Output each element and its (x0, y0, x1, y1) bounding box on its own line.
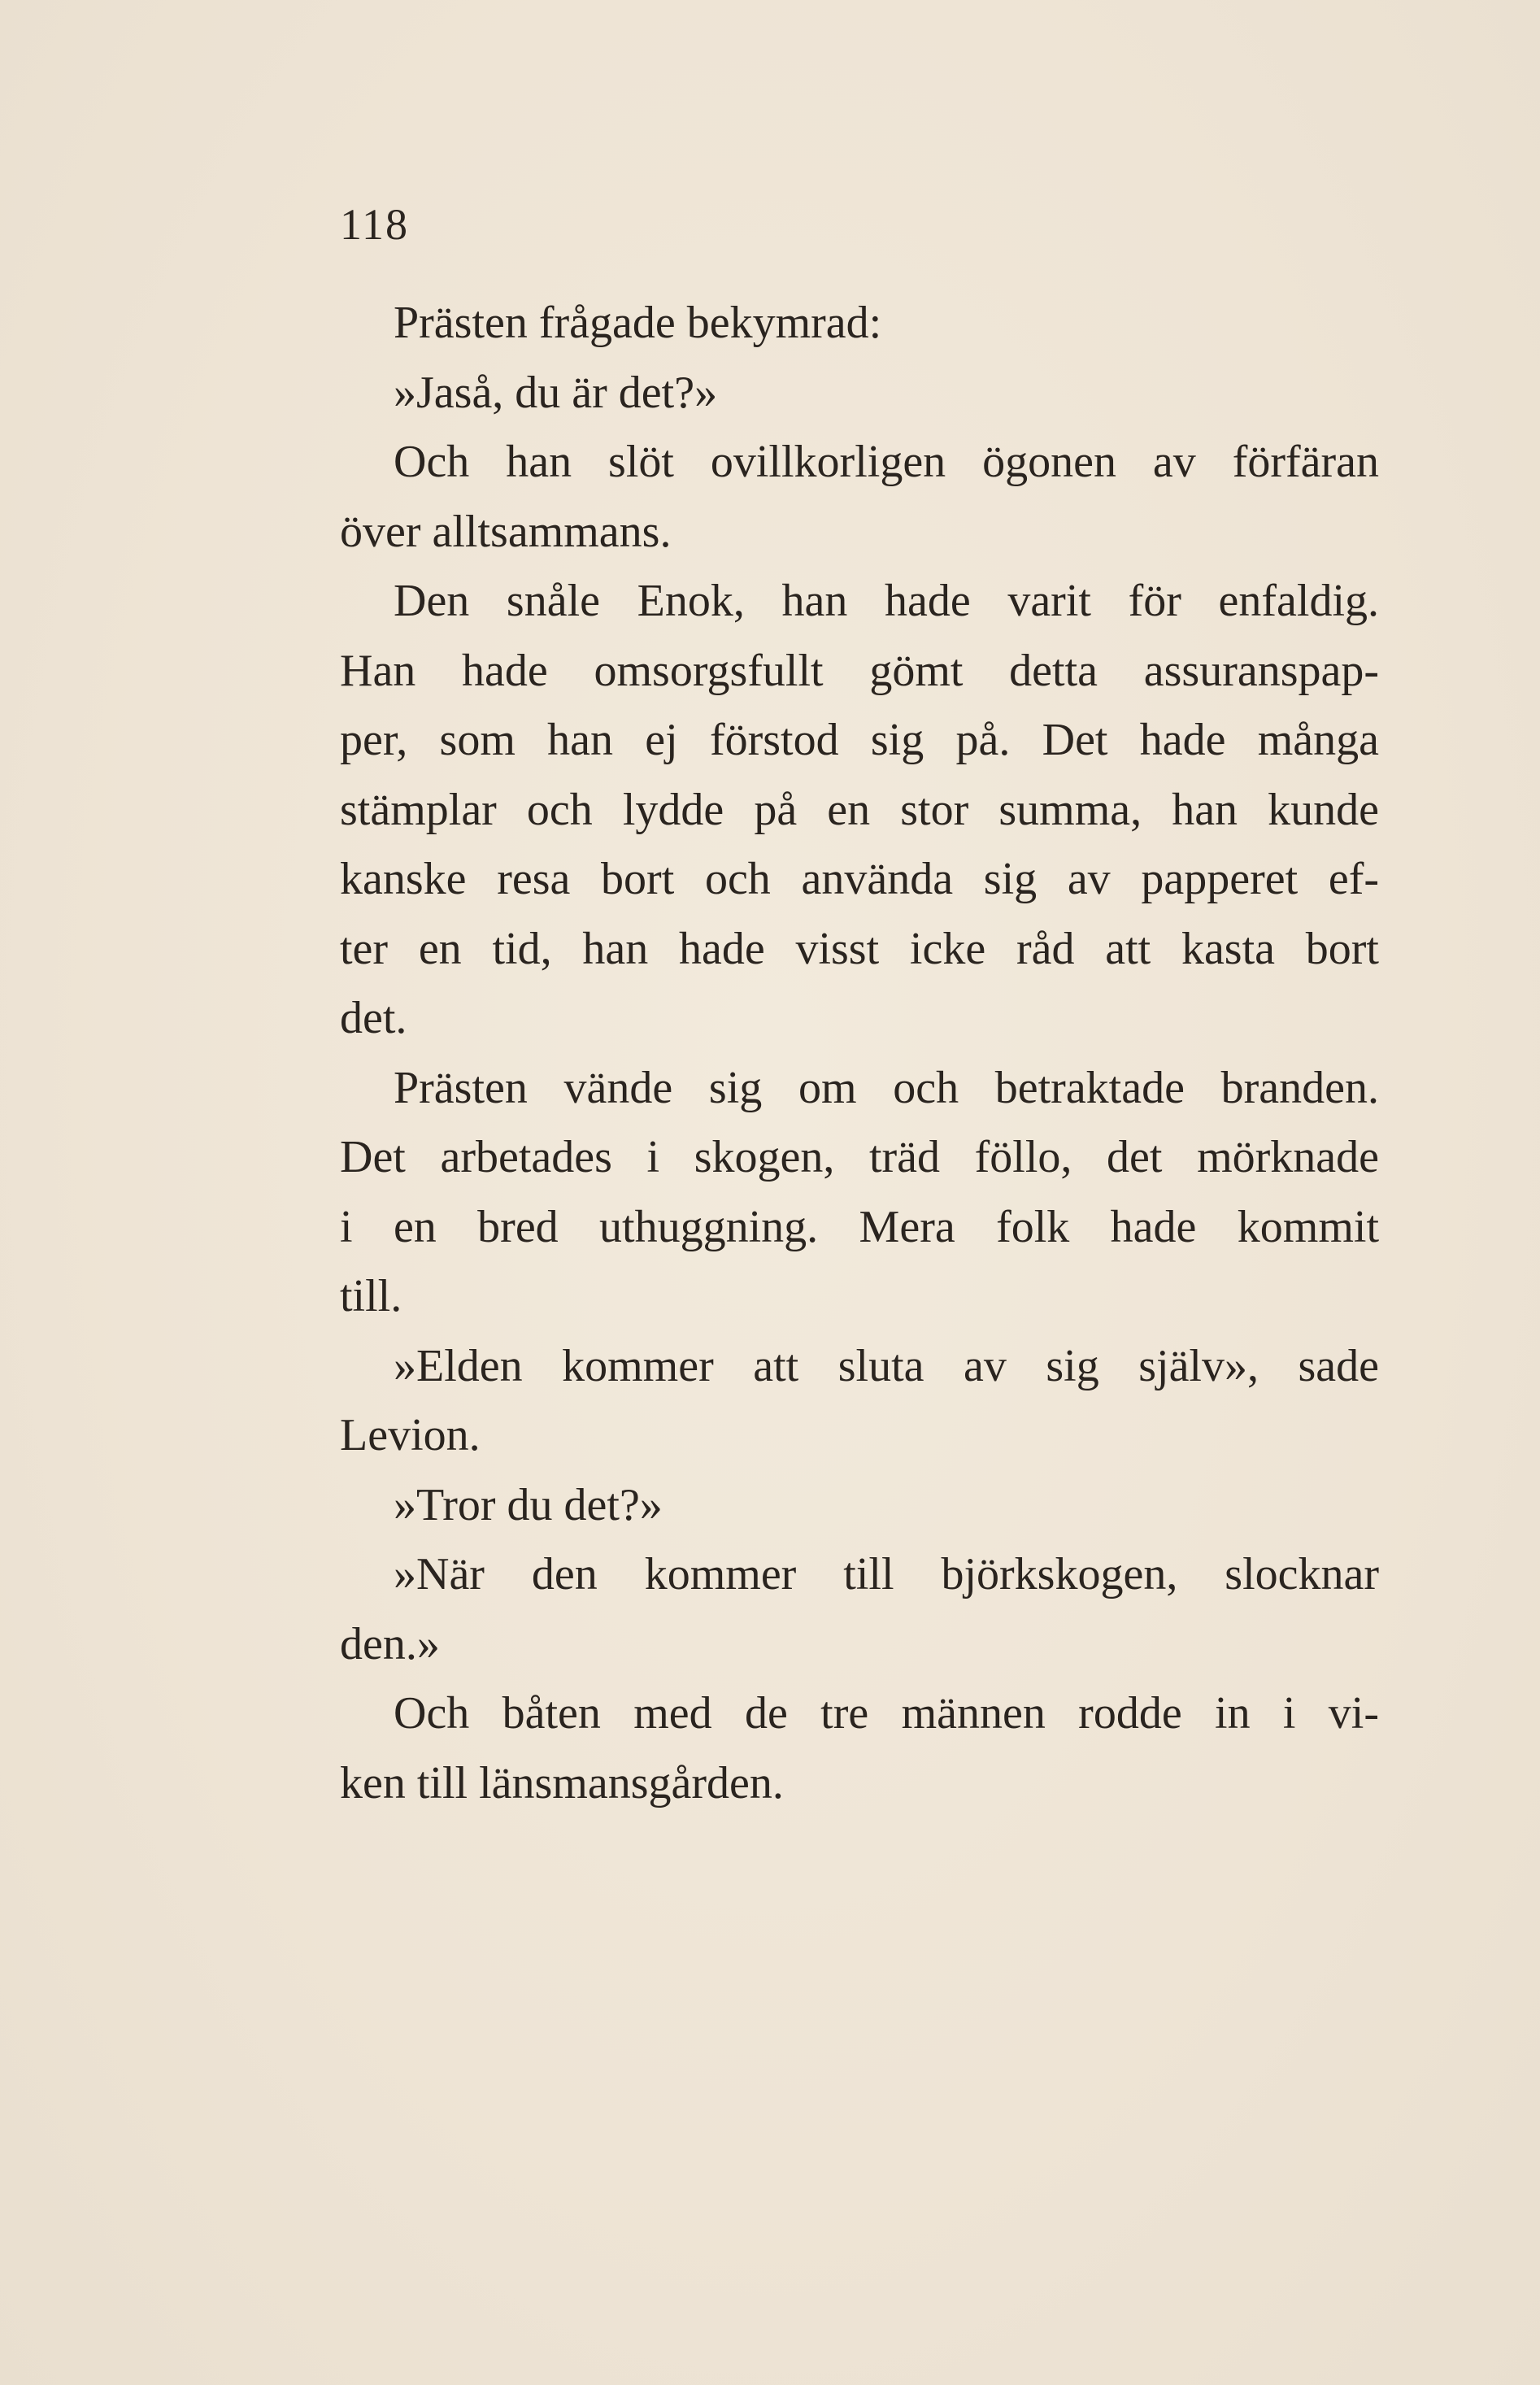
text-line: »Jaså, du är det?» (394, 367, 718, 418)
text-line: »Elden kommer att sluta av sig själv», sade (394, 1340, 1379, 1391)
text-line: »Tror du det?» (394, 1479, 663, 1530)
text-line: stämplar och lydde på en stor summa, han kunde (340, 784, 1379, 835)
text-line: över alltsammans. (340, 506, 672, 557)
text-line: per, som han ej förstod sig på. Det hade många (340, 715, 1379, 765)
text-line: det. (340, 993, 407, 1043)
page-body (340, 289, 1379, 1818)
text-line: Och båten med de tre männen rodde in i vi- (394, 1688, 1379, 1739)
text-line: ken till länsmansgården. (340, 1757, 784, 1808)
text-line: »När den kommer till björkskogen, slocknar (394, 1549, 1379, 1599)
text-line: Prästen vände sig om och betraktade branden. (394, 1062, 1379, 1113)
text-line: den.» (340, 1618, 440, 1669)
text-line: Levion. (340, 1410, 481, 1460)
text-line: Han hade omsorgsfullt gömt detta assuranspap- (340, 645, 1379, 696)
text-line: ter en tid, han hade visst icke råd att kasta bort (340, 923, 1379, 974)
text-line: i en bred uthuggning. Mera folk hade kommit (340, 1201, 1379, 1252)
text-line: kanske resa bort och använda sig av papperet ef- (340, 854, 1379, 904)
text-line: Den snåle Enok, han hade varit för enfaldig. (394, 576, 1379, 626)
page-number: 118 (340, 200, 409, 249)
text-line: Och han slöt ovillkorligen ögonen av förfäran (394, 437, 1379, 487)
text-line: Prästen frågade bekymrad: (394, 298, 882, 348)
text-line: till. (340, 1271, 402, 1321)
text-line: Det arbetades i skogen, träd föllo, det mörknade (340, 1132, 1379, 1182)
